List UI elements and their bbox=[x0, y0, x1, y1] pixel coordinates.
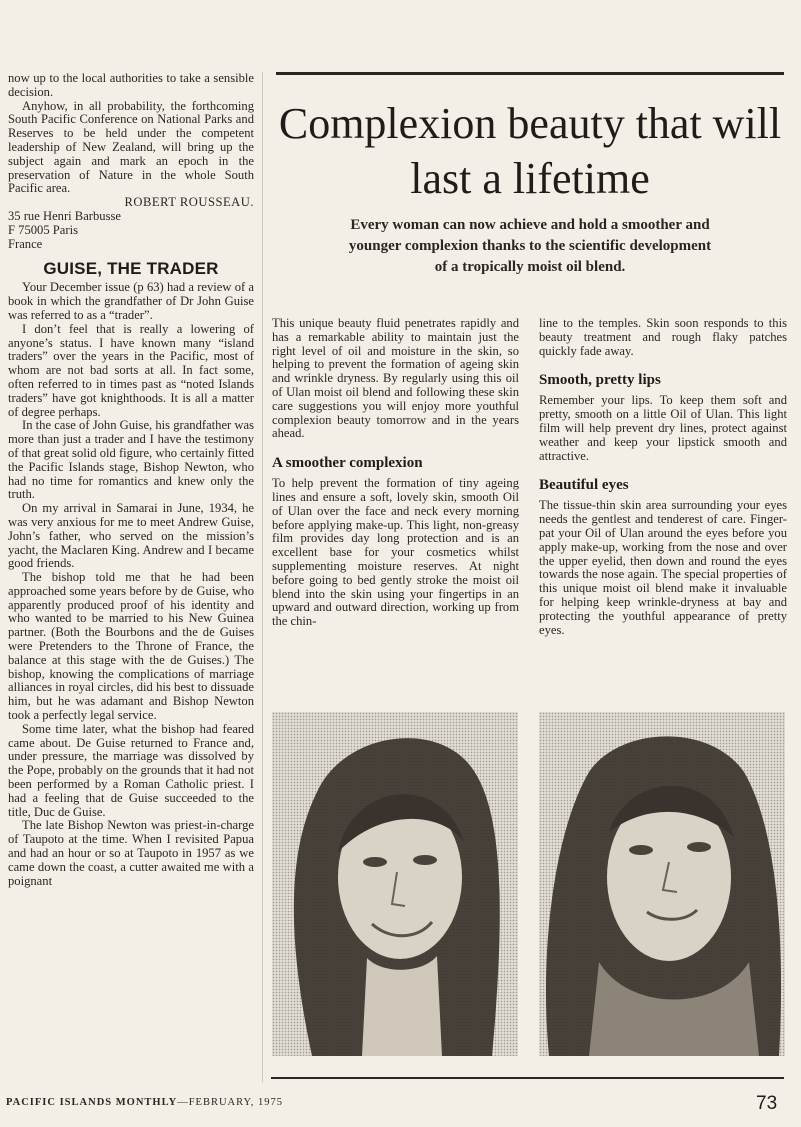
ad-title: Complexion beauty that will last a lifetime bbox=[278, 99, 782, 203]
letter2-heading: GUISE, THE TRADER bbox=[43, 259, 219, 279]
portrait-illustration bbox=[539, 712, 785, 1056]
column-divider bbox=[262, 72, 263, 1082]
letter2-paragraph: Your December issue (p 63) had a review of a book in which the grandfather of Dr John Guise was referred to as a “trader”. bbox=[8, 280, 254, 322]
letter1-paragraph: now up to the local authorities to take a sensible decision. bbox=[8, 72, 254, 99]
issue-date: —FEBRUARY, 1975 bbox=[177, 1097, 284, 1108]
letter2-paragraph: On my arrival in Samarai in June, 1934, he was very anxious for me to meet Andrew Guise, John’s father, who served on the mission’s yacht, the Maclaren King. Andrew and I became good friends. bbox=[8, 501, 254, 571]
letter1-signature: ROBERT ROUSSEAU. bbox=[124, 195, 254, 210]
letter2-paragraph: In the case of John Guise, his grandfather was more than just a trader and I have the testimony of that great solid old figure, who certainly fitted the Pacific Islands stage, Bishop Newton, who had no time for romantics and knew only the truth. bbox=[8, 418, 254, 502]
page-number: 73 bbox=[756, 1093, 778, 1114]
portrait-photo-left bbox=[272, 712, 518, 1056]
letter2-paragraph: I don’t feel that is really a lowering of anyone’s status. I have known many “island traders” over the years in the Pacific, most of whom are not bad sorts at all. In fact some, often referred to in times past as “noted Islands traders” have got knighthoods. It is all a matter of degree perhaps. bbox=[8, 321, 254, 419]
ad-standfirst: Every woman can now achieve and hold a smoother and younger complexion thanks to the scientific development of a tropically moist oil blend. bbox=[348, 217, 712, 275]
letter1-address-line: France bbox=[8, 236, 43, 251]
letter2-paragraph: The bishop told me that he had been approached some years before by de Guise, who apparently produced proof of his identity and who wanted to be married to his New Guinea partner. (Both the Bourbons and the de Guises were Pretenders to the Throne of France, the balance at this stage with the de Guises.) The bishop, knowing the complications of marriage alliances in royal circles, did his best to dissuade him, but he was adamant and Bishop Newton took a perfectly legal service. bbox=[8, 570, 254, 723]
portrait-photo-right bbox=[539, 712, 785, 1056]
letter1-paragraph: Anyhow, in all probability, the forthcoming South Pacific Conference on National Parks and Reserves to be held under the competent leadership of New Zealand, will bring up the subject again and mark an epoch in the preservation of Nature in the whole South Pacific area. bbox=[8, 98, 254, 196]
ad-section-text: To help prevent the formation of tiny ageing lines and ensure a soft, lovely skin, smooth Oil of Ulan over the face and neck every morning before applying make-up. This light, non-greasy film provides day long protection and is an excellent base for your cosmetics whilst supplementing moisture reserves. At night before going to bed gently stroke the moist oil blend into the skin using your fingertips in an upward and outward direction, working up from the chin- bbox=[272, 476, 519, 629]
letter1-address-line: 35 rue Henri Barbusse bbox=[8, 208, 121, 223]
letter2-paragraph: Some time later, what the bishop had feared came about. De Guise returned to France and, under pressure, the marriage was dissolved by the Pope, probably on the grounds that it had not been performed by a Roman Catholic priest. I had a feeling that de Guise succeeded to the title, Duc de Guise. bbox=[8, 721, 254, 819]
letter1-address-line: F 75005 Paris bbox=[8, 222, 78, 237]
ad-bottom-rule bbox=[271, 1077, 784, 1079]
ad-section-text: The tissue-thin skin area surrounding your eyes needs the gentlest and tenderest of care. Finger-pat your Oil of Ulan around the eyes before you apply make-up, working from the nose and over the upper eyelid, then down and round the eyes towards the nose again. The special properties of this unique moist oil blend make it invaluable for helping keep wrinkle-dryness at bay and protecting the youthful appearance of pretty eyes. bbox=[539, 498, 787, 637]
ad-section-text: Remember your lips. To keep them soft and pretty, smooth on a little Oil of Ulan. This light film will help prevent dry lines, protect against weather and keep your lipstick smooth and attractive. bbox=[539, 393, 787, 463]
letters-column bbox=[8, 72, 254, 1086]
portrait-illustration bbox=[272, 712, 518, 1056]
ad-continued-text: line to the temples. Skin soon responds to this beauty treatment and rough flaky patches quickly fade away. bbox=[539, 317, 787, 358]
ad-subheading: Beautiful eyes bbox=[539, 477, 629, 494]
letter2-paragraph: The late Bishop Newton was priest-in-charge of Taupoto at the time. When I revisited Papua and had an hour or so at Taupoto in 1957 as we came down the coast, a cutter awaited me with a poignant bbox=[8, 818, 254, 888]
page-footer bbox=[6, 1097, 283, 1108]
ad-intro-text: This unique beauty fluid penetrates rapidly and has a remarkable ability to maintain just the right level of oil and moisture in the skin, so helping to prevent the formation of ageing skin and wrinkle dryness. By regularly using this oil of Ulan moist oil blend and following these skin care suggestions you will enjoy more youthful complexion beauty tomorrow and in the years ahead. bbox=[272, 317, 519, 441]
ad-subheading: A smoother complexion bbox=[272, 455, 423, 472]
ad-top-rule bbox=[276, 72, 784, 75]
ad-column-2 bbox=[539, 317, 787, 697]
ad-subheading: Smooth, pretty lips bbox=[539, 372, 661, 389]
publication-name: PACIFIC ISLANDS MONTHLY bbox=[6, 1097, 178, 1108]
ad-column-1 bbox=[272, 317, 519, 697]
